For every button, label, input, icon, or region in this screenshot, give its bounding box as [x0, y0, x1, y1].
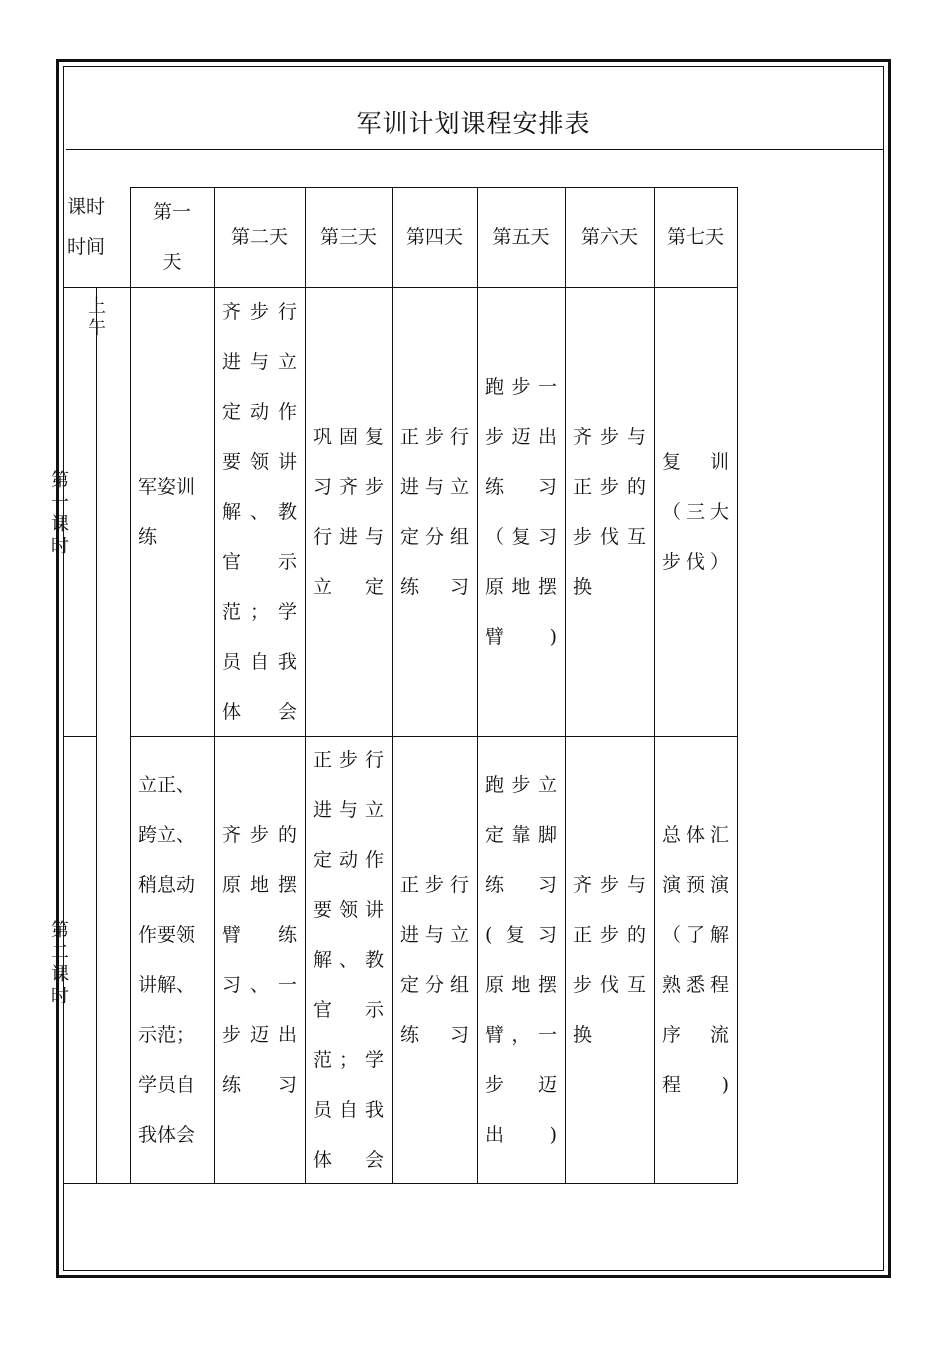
cell-line: 正步行: [313, 748, 384, 771]
column-line-6: [654, 187, 655, 1184]
session-2-day-3-cell: [313, 736, 384, 1183]
cell-line: 齐步的: [222, 823, 297, 846]
cell-line: 步迈出: [485, 425, 557, 448]
day-header-line: 第四天: [405, 226, 463, 248]
day-header-line: 第六天: [580, 226, 638, 248]
day-header-line: 天: [162, 251, 182, 273]
period-label: 上午: [88, 296, 106, 339]
cell-line: 立定: [313, 575, 384, 598]
column-line-5: [565, 187, 566, 1184]
cell-line: 进与立: [222, 350, 297, 373]
session-2-day-7-cell: [662, 736, 729, 1183]
cell-line: 步伐互: [573, 525, 646, 548]
day-header-3: [305, 187, 392, 287]
cell-line: 进与立: [400, 475, 469, 498]
cell-line: 臂): [485, 625, 557, 648]
cell-line: 步迈出: [222, 1023, 297, 1046]
cell-line: 臂，一: [485, 1023, 557, 1046]
day-header-line: 第一: [152, 201, 191, 223]
cell-line: 齐步行: [222, 300, 297, 323]
cell-line: 解、教: [222, 500, 297, 523]
cell-line: 正步行: [400, 873, 469, 896]
column-line-7: [737, 187, 738, 1184]
cell-line: 定动作: [313, 848, 384, 871]
cell-line: 正步的: [573, 923, 646, 946]
cell-line: 原地摆: [222, 873, 297, 896]
cell-line: 要领讲: [222, 450, 297, 473]
session-1-day-4-cell: [400, 287, 469, 736]
cell-line: 进与立: [313, 798, 384, 821]
cell-line: 正步的: [573, 475, 646, 498]
cell-line: 练 习: [485, 475, 557, 498]
column-line-1: [214, 187, 215, 1184]
day-header-5: [477, 187, 565, 287]
cell-line: 军姿训: [138, 475, 196, 498]
table-bottom-line: [63, 1183, 738, 1184]
cell-line: 习齐步: [313, 475, 384, 498]
cell-line: （三大: [662, 500, 729, 523]
cell-line: 官 示: [313, 998, 384, 1021]
cell-line: 习、一: [222, 973, 297, 996]
cell-line: 官 示: [222, 550, 297, 573]
cell-line: 齐步与: [573, 425, 646, 448]
cell-line: 换: [573, 575, 593, 598]
day-header-4: [392, 187, 477, 287]
column-line-2: [305, 187, 306, 1184]
cell-line: 步 迈: [485, 1073, 557, 1096]
session-1-day-3-cell: [313, 287, 384, 736]
cell-line: 正步行: [400, 425, 469, 448]
session-divider-line-left: [63, 736, 96, 737]
cell-line: 原地摆: [485, 575, 557, 598]
cell-line: 跨立、: [138, 823, 196, 846]
cell-line: 练: [138, 525, 158, 548]
cell-line: 熟悉程: [662, 973, 729, 996]
title-rule: [66, 149, 884, 150]
cell-line: 员自我: [313, 1098, 384, 1121]
session-1-day-6-cell: [573, 287, 646, 736]
day-header-line: 第五天: [492, 226, 550, 248]
cell-line: 作要领: [138, 923, 196, 946]
cell-line: 体会: [313, 1148, 384, 1171]
session-2-day-4-cell: [400, 736, 469, 1183]
cell-line: 练 习: [485, 873, 557, 896]
column-line-4: [477, 187, 478, 1184]
cell-line: 解、教: [313, 948, 384, 971]
cell-line: 体会: [222, 700, 297, 723]
cell-line: 行进与: [313, 525, 384, 548]
cell-line: 演预演: [662, 873, 729, 896]
cell-line: （了解: [662, 923, 729, 946]
page-title: 军训计划课程安排表: [356, 109, 591, 138]
session-2-day-5-cell: [485, 736, 557, 1183]
cell-line: 练习: [222, 1073, 297, 1096]
day-header-1: [130, 187, 214, 287]
corner-header: [67, 187, 127, 277]
cell-line: 稍息动: [138, 873, 196, 896]
cell-line: 复 训: [662, 450, 729, 473]
session-label-2: 第二课时: [51, 920, 69, 1007]
session-1-day-7-cell: [662, 287, 729, 736]
cell-line: 定动作: [222, 400, 297, 423]
cell-line: 范；学: [313, 1048, 384, 1071]
corner-header-line: 课时: [67, 196, 106, 218]
column-line-3: [392, 187, 393, 1184]
session-1-day-1-cell: [138, 287, 206, 736]
session-2-day-6-cell: [573, 736, 646, 1183]
cell-line: 总体汇: [662, 823, 729, 846]
cell-line: 练习: [400, 575, 469, 598]
session-label-1: 第一课时: [51, 470, 69, 557]
cell-line: 步伐互: [573, 973, 646, 996]
cell-line: 我体会: [138, 1123, 196, 1146]
cell-line: 换: [573, 1023, 593, 1046]
day-header-line: 第三天: [319, 226, 377, 248]
session-2-day-2-cell: [222, 736, 297, 1183]
cell-line: 序 流: [662, 1023, 729, 1046]
cell-line: 定分组: [400, 525, 469, 548]
period-column-line: [96, 287, 97, 1183]
column-line-0: [130, 187, 131, 1184]
cell-line: 定靠脚: [485, 823, 557, 846]
session-2-day-1-cell: [138, 736, 206, 1183]
session-1-day-5-cell: [485, 287, 557, 736]
cell-line: 立正、: [138, 773, 196, 796]
day-header-7: [654, 187, 737, 287]
cell-line: 原地摆: [485, 973, 557, 996]
cell-line: 步伐）: [662, 550, 729, 573]
cell-line: 跑步一: [485, 375, 557, 398]
corner-header-line: 时间: [67, 236, 106, 258]
day-header-line: 第七天: [666, 226, 724, 248]
cell-line: 出): [485, 1123, 557, 1146]
cell-line: 讲解、: [138, 973, 196, 996]
day-header-line: 第二天: [230, 226, 288, 248]
cell-line: （复习: [485, 525, 557, 548]
cell-line: (复习: [485, 923, 557, 946]
cell-line: 进与立: [400, 923, 469, 946]
cell-line: 臂 练: [222, 923, 297, 946]
cell-line: 员自我: [222, 650, 297, 673]
cell-line: 定分组: [400, 973, 469, 996]
cell-line: 练习: [400, 1023, 469, 1046]
cell-line: 示范；: [138, 1023, 196, 1046]
day-header-6: [565, 187, 654, 287]
day-header-2: [214, 187, 305, 287]
cell-line: 要领讲: [313, 898, 384, 921]
cell-line: 学员自: [138, 1073, 196, 1096]
cell-line: 程): [662, 1073, 729, 1096]
cell-line: 齐步与: [573, 873, 646, 896]
cell-line: 跑步立: [485, 773, 557, 796]
cell-line: 范；学: [222, 600, 297, 623]
cell-line: 巩固复: [313, 425, 384, 448]
session-1-day-2-cell: [222, 287, 297, 736]
